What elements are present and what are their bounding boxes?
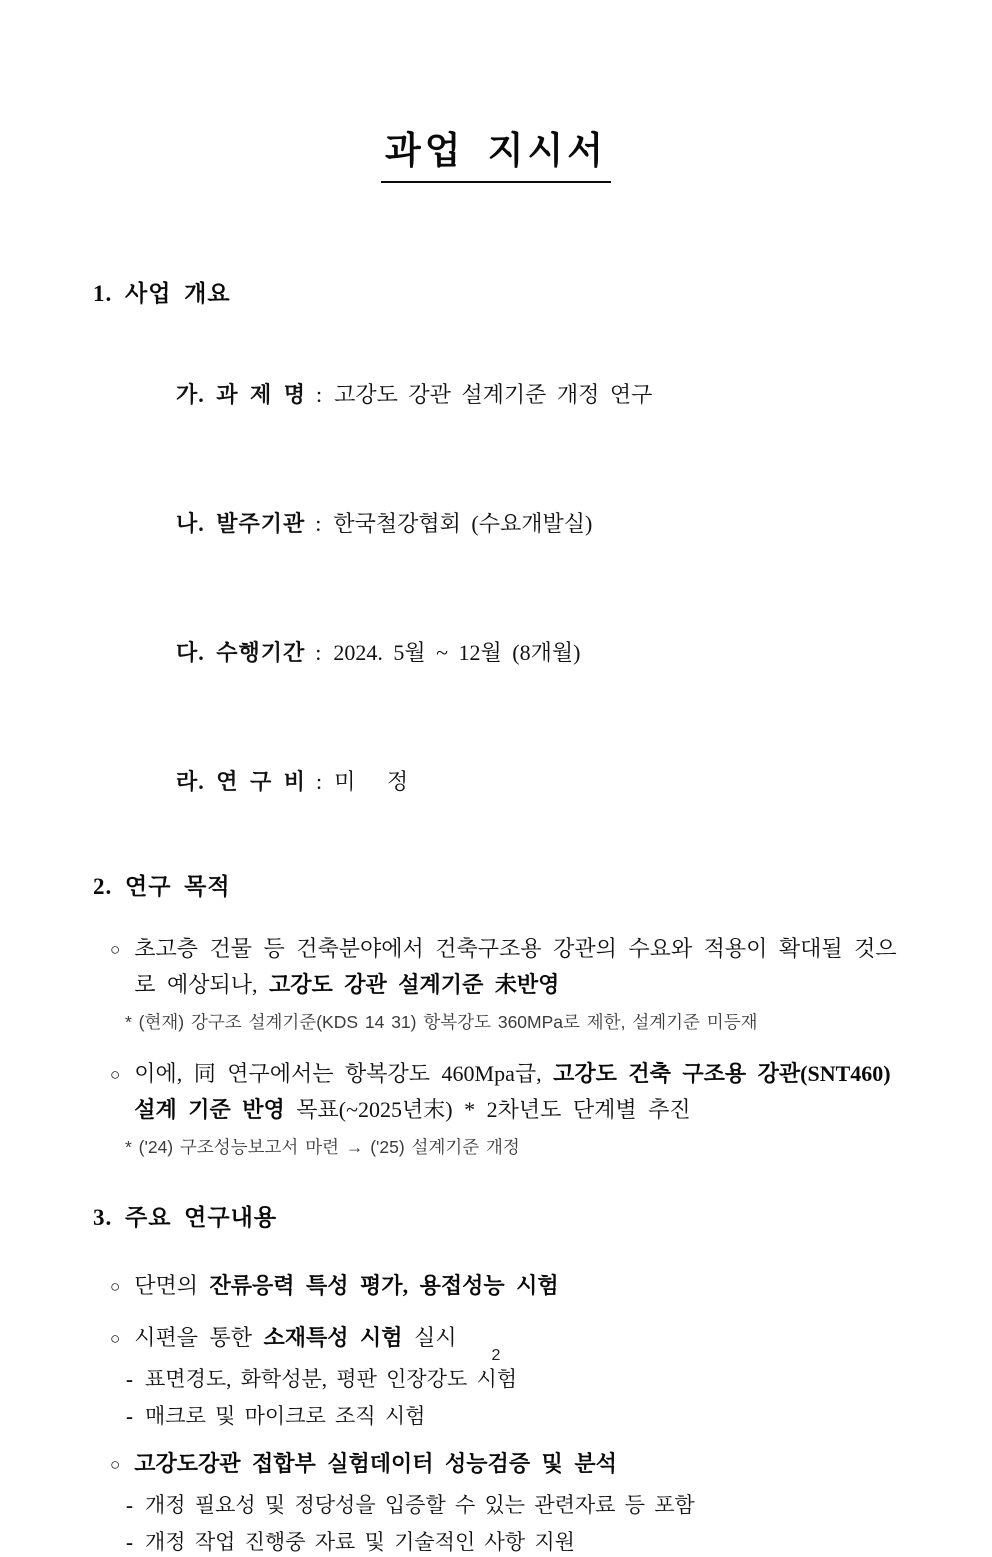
colon-separator: : bbox=[315, 640, 322, 665]
bullet-text bbox=[134, 1446, 617, 1482]
dash-bullet-icon: - bbox=[126, 1530, 133, 1554]
dash-bullet-icon: - bbox=[126, 1404, 133, 1428]
section-3 bbox=[93, 1199, 902, 1557]
field-value: 미 정 bbox=[334, 769, 409, 794]
bullet-item bbox=[110, 1268, 902, 1305]
page-number: 2 bbox=[491, 1347, 501, 1364]
bullet-text-normal: 시편을 통한 bbox=[134, 1325, 264, 1350]
field-label: 라. 연 구 비 bbox=[176, 769, 307, 794]
bullet-text-normal: 실시 bbox=[402, 1325, 457, 1350]
dash-item-text: 표면경도, 화학성분, 평판 인장강도 시험 bbox=[145, 1367, 518, 1391]
dash-item-text: 개정 작업 진행중 자료 및 기술적인 사항 지원 bbox=[145, 1530, 575, 1554]
field-label: 나. 발주기관 bbox=[176, 511, 306, 536]
title-area bbox=[0, 0, 992, 183]
bullet-text-bold: 고강도 건축 구조용 강관(SNT460) 설계 기준 반영 bbox=[134, 1061, 891, 1122]
section-1-heading: 1. 사업 개요 bbox=[93, 281, 231, 306]
field-value: 고강도 강관 설계기준 개정 연구 bbox=[334, 382, 653, 407]
footnote: * ('24) 구조성능보고서 마련 → ('25) 설계기준 개정 bbox=[125, 1137, 520, 1157]
field-label: 가. 과 제 명 bbox=[176, 382, 307, 407]
dash-item bbox=[126, 1490, 902, 1520]
field-project-period bbox=[113, 610, 902, 693]
colon-separator: : bbox=[315, 511, 322, 536]
section-2 bbox=[93, 868, 902, 1159]
circle-bullet-icon: ○ bbox=[110, 1329, 121, 1348]
field-value: 2024. 5월 ~ 12월 (8개월) bbox=[333, 640, 581, 665]
circle-bullet-icon: ○ bbox=[110, 940, 121, 959]
circle-bullet-icon: ○ bbox=[110, 1455, 121, 1474]
bullet-item bbox=[110, 1056, 902, 1128]
dash-item bbox=[126, 1401, 902, 1431]
bullet-text bbox=[134, 931, 902, 1003]
bullet-item bbox=[110, 1446, 902, 1483]
bullet-text bbox=[134, 1268, 558, 1304]
colon-separator: : bbox=[316, 769, 323, 794]
bullet-text-bold: 고강도강관 접합부 실험데이터 성능검증 및 분석 bbox=[134, 1451, 617, 1476]
circle-bullet-icon: ○ bbox=[110, 1065, 121, 1084]
dash-item-text: 매크로 및 마이크로 조직 시험 bbox=[145, 1404, 426, 1428]
bullet-text-bold: 고강도 강관 설계기준 未반영 bbox=[269, 972, 560, 997]
field-value: 한국철강협회 (수요개발실) bbox=[333, 511, 593, 536]
field-label: 다. 수행기간 bbox=[176, 640, 306, 665]
footnote: * (현재) 강구조 설계기준(KDS 14 31) 항복강도 360MPa로 제한, 설계기준 미등재 bbox=[125, 1012, 758, 1032]
bullet-text bbox=[134, 1056, 902, 1128]
bullet-text-normal: 목표(~2025년末) * 2차년도 단계별 추진 bbox=[284, 1097, 691, 1122]
bullet-text-normal: 초고층 건물 등 건축분야에서 건축구조용 강관의 수요와 적용이 확대될 것으로 예상되나, bbox=[134, 936, 897, 997]
field-research-budget bbox=[113, 739, 902, 822]
circle-bullet-icon: ○ bbox=[110, 1277, 121, 1296]
dash-bullet-icon: - bbox=[126, 1367, 133, 1391]
field-ordering-agency bbox=[113, 481, 902, 564]
dash-item-text: 개정 필요성 및 정당성을 입증할 수 있는 관련자료 등 포함 bbox=[145, 1493, 695, 1517]
dash-item bbox=[126, 1364, 902, 1394]
bullet-item bbox=[110, 931, 902, 1003]
bullet-text-bold: 소재특성 시험 bbox=[263, 1325, 403, 1350]
dash-bullet-icon: - bbox=[126, 1493, 133, 1517]
page-title: 과업 지시서 bbox=[381, 120, 611, 183]
bullet-text-normal: 이에, 同 연구에서는 항복강도 460Mpa급, bbox=[134, 1061, 554, 1086]
dash-item bbox=[126, 1527, 902, 1557]
section-3-heading: 3. 주요 연구내용 bbox=[93, 1205, 278, 1230]
bullet-text-bold: 잔류응력 특성 평가, 용접성능 시험 bbox=[209, 1273, 559, 1298]
colon-separator: : bbox=[316, 382, 323, 407]
field-project-name bbox=[113, 352, 902, 435]
bullet-text-normal: 단면의 bbox=[134, 1273, 210, 1298]
section-2-heading: 2. 연구 목적 bbox=[93, 874, 231, 899]
